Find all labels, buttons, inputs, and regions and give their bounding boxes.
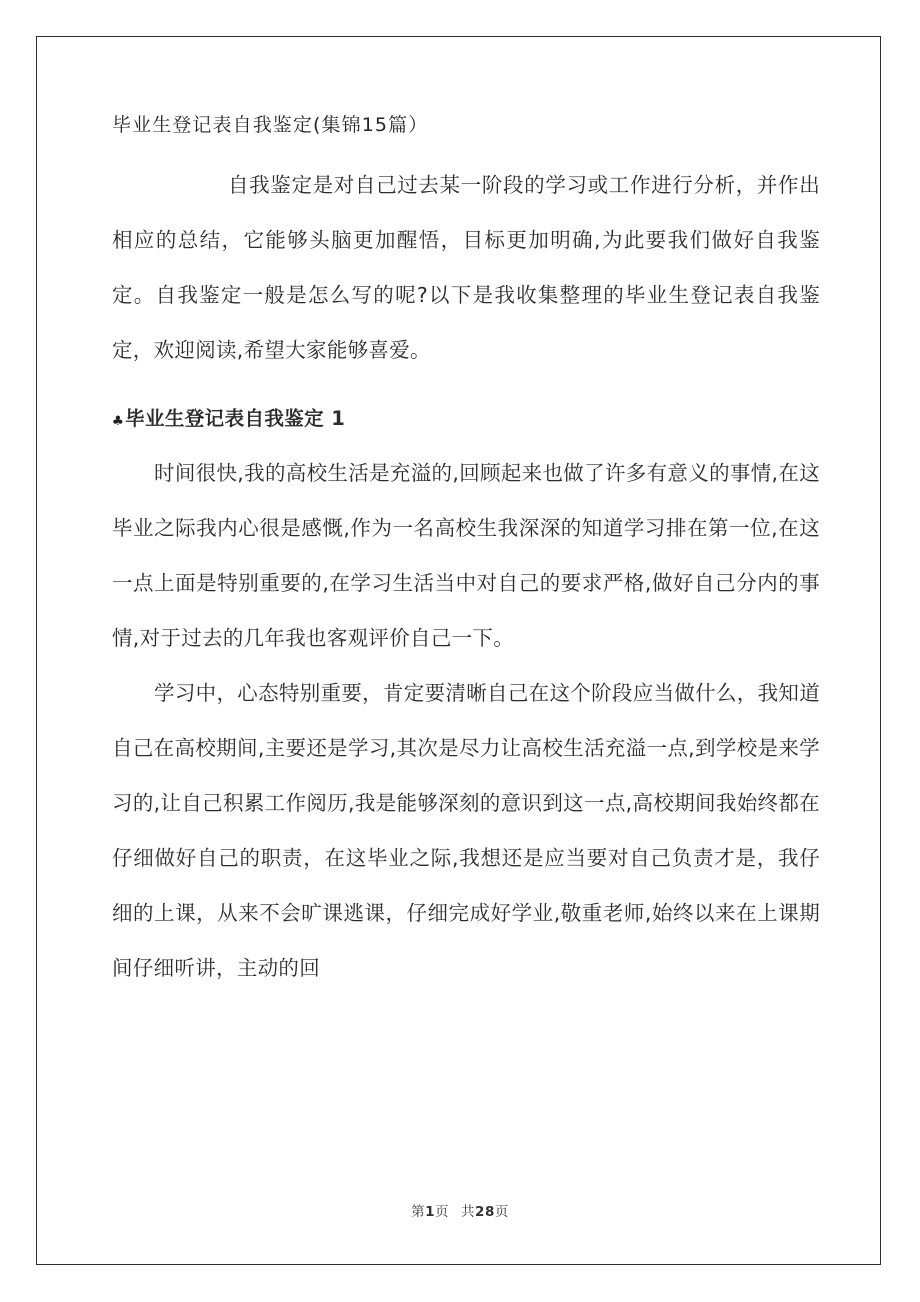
page-footer — [0, 1200, 920, 1220]
footer-page-prefix: 第 — [411, 1204, 426, 1220]
footer-total-pages: 28 — [475, 1204, 495, 1220]
page-title: 毕业生登记表自我鉴定(集锦15篇） — [112, 114, 429, 136]
clover-bullet-icon: ♣ — [111, 413, 125, 429]
footer-current-page: 1 — [425, 1204, 436, 1220]
footer-page-suffix: 页 — [435, 1204, 450, 1220]
document-content — [112, 108, 820, 996]
footer-total-prefix: 共 — [461, 1204, 476, 1220]
body-paragraph-2: 学习中，心态特别重要，肯定要清晰自己在这个阶段应当做什么，我知道自己在高校期间,主要还是学习,其次是尽力让高校生活充溢一点,到学校是来学习的,让自己积累工作阅历,我是能够深刻的意识到这一点,高校期间我始终都在仔细做好自己的职责，在这毕业之际,我想还是应当要对自己负责才是，我仔细的上课，从来不会旷课逃课，仔细完成好学业,敬重老师,始终以来在上课期间仔细听讲，主动的回 — [112, 681, 820, 980]
paragraph-spacer — [112, 378, 820, 388]
intro-paragraph: 自我鉴定是对自己过去某一阶段的学习或工作进行分析，并作出相应的总结，它能够头脑更加醒悟，目标更加明确,为此要我们做好自我鉴定。自我鉴定一般是怎么写的呢?以下是我收集整理的毕业生登记表自我鉴定，欢迎阅读,希望大家能够喜爱。 — [112, 173, 820, 362]
body-paragraph-1: 时间很快,我的高校生活是充溢的,回顾起来也做了许多有意义的事情,在这毕业之际我内心很是感慨,作为一名高校生我深深的知道学习排在第一位,在这一点上面是特别重要的,在学习生活当中对自己的要求严格,做好自己分内的事情,对于过去的几年我也客观评价自己一下。 — [112, 461, 820, 650]
footer-total-suffix: 页 — [494, 1204, 509, 1220]
section-heading-label: 毕业生登记表自我鉴定 1 — [125, 407, 346, 430]
section-heading — [112, 394, 820, 444]
